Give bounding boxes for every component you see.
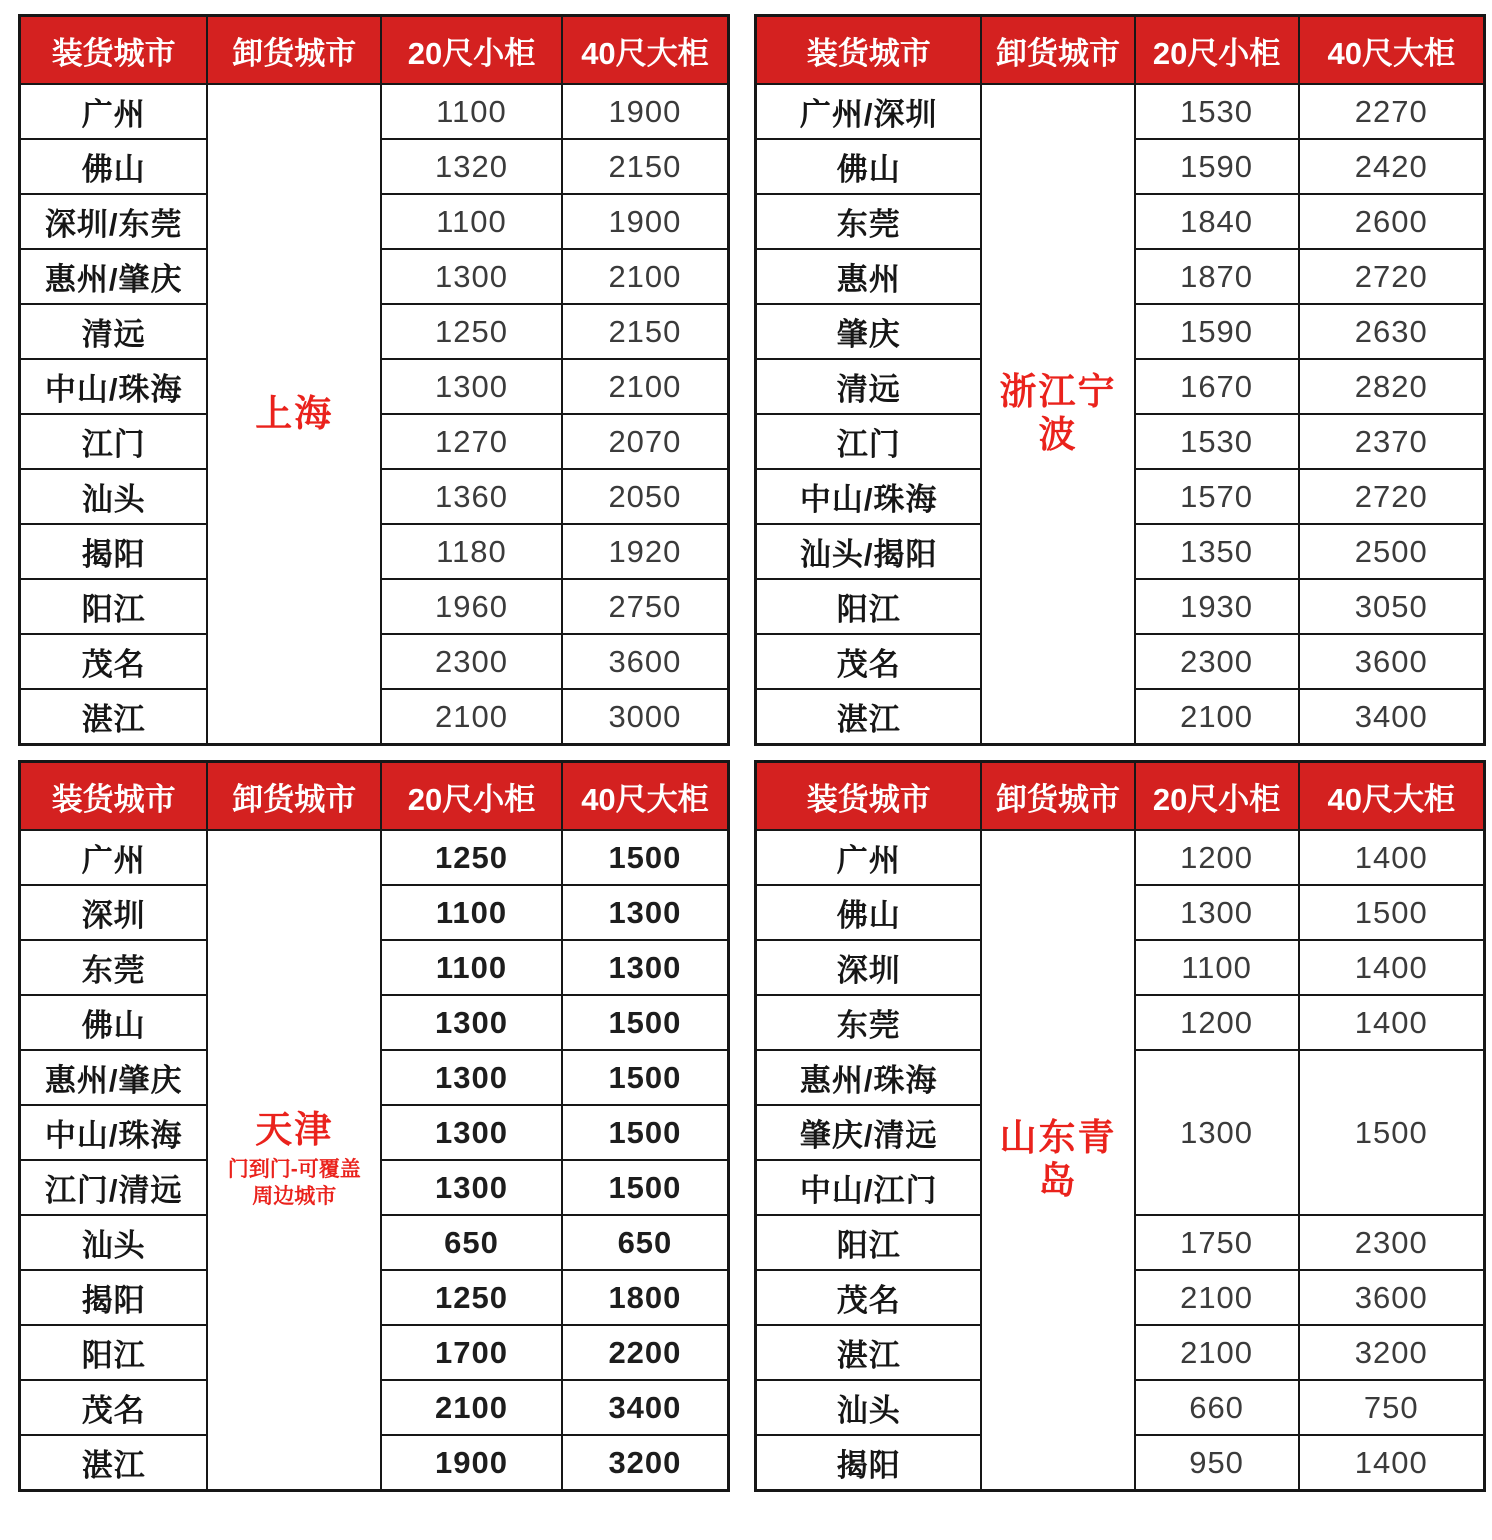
price-40ft-cell: 3050 [1299, 579, 1485, 634]
price-20ft-cell: 1300 [381, 1160, 562, 1215]
price-20ft-cell: 1300 [381, 249, 562, 304]
price-40ft-cell: 2820 [1299, 359, 1485, 414]
column-header-loading-city: 装货城市 [20, 762, 208, 831]
loading-city-cell: 阳江 [20, 579, 208, 634]
loading-city-cell: 肇庆/清远 [756, 1105, 982, 1160]
price-40ft-cell: 2050 [562, 469, 729, 524]
loading-city-cell: 清远 [756, 359, 982, 414]
table-header [756, 16, 1485, 85]
price-20ft-cell: 2100 [1135, 689, 1299, 745]
header-row [756, 16, 1485, 85]
loading-city-cell: 深圳/东莞 [20, 194, 208, 249]
loading-city-cell: 佛山 [756, 139, 982, 194]
price-40ft-cell: 1400 [1299, 940, 1485, 995]
loading-city-cell: 肇庆 [756, 304, 982, 359]
loading-city-cell: 惠州/珠海 [756, 1050, 982, 1105]
loading-city-cell: 湛江 [756, 1325, 982, 1380]
column-header-40ft: 40尺大柜 [562, 762, 729, 831]
table-header [20, 16, 729, 85]
price-20ft-cell: 1250 [381, 304, 562, 359]
loading-city-cell: 东莞 [20, 940, 208, 995]
column-header-20ft: 20尺小柜 [1135, 762, 1299, 831]
price-20ft-cell: 1590 [1135, 304, 1299, 359]
price-40ft-cell: 1400 [1299, 995, 1485, 1050]
loading-city-cell: 东莞 [756, 194, 982, 249]
price-20ft-cell: 1180 [381, 524, 562, 579]
rate-table-tianjin [18, 760, 730, 1492]
column-header-40ft: 40尺大柜 [1299, 16, 1485, 85]
loading-city-cell: 深圳 [20, 885, 208, 940]
column-header-40ft: 40尺大柜 [562, 16, 729, 85]
loading-city-cell: 广州 [20, 830, 208, 885]
price-20ft-cell: 1200 [1135, 830, 1299, 885]
destination-note-line: 周边城市 [252, 1185, 337, 1209]
loading-city-cell: 广州 [756, 830, 982, 885]
price-20ft-cell: 1590 [1135, 139, 1299, 194]
loading-city-cell: 佛山 [756, 885, 982, 940]
column-header-loading-city: 装货城市 [756, 16, 982, 85]
loading-city-cell: 清远 [20, 304, 208, 359]
loading-city-cell: 佛山 [20, 995, 208, 1050]
price-40ft-cell: 3600 [562, 634, 729, 689]
price-40ft-cell: 1900 [562, 84, 729, 139]
rate-table-ningbo [754, 14, 1486, 746]
destination-cell [207, 830, 381, 1491]
price-20ft-cell: 1300 [381, 1050, 562, 1105]
loading-city-cell: 揭阳 [20, 1270, 208, 1325]
price-40ft-cell: 2150 [562, 139, 729, 194]
loading-city-cell: 中山/珠海 [20, 359, 208, 414]
price-20ft-cell: 1320 [381, 139, 562, 194]
tables-grid [18, 14, 1486, 1492]
price-20ft-cell: 2300 [1135, 634, 1299, 689]
price-40ft-cell: 3400 [562, 1380, 729, 1435]
price-20ft-cell: 1250 [381, 1270, 562, 1325]
price-20ft-cell: 1840 [1135, 194, 1299, 249]
rate-table-qingdao [754, 760, 1486, 1492]
price-40ft-cell: 3200 [1299, 1325, 1485, 1380]
loading-city-cell: 广州 [20, 84, 208, 139]
price-20ft-cell: 1300 [1135, 1050, 1299, 1215]
column-header-unloading-city: 卸货城市 [207, 762, 381, 831]
loading-city-cell: 惠州/肇庆 [20, 249, 208, 304]
column-header-unloading-city: 卸货城市 [207, 16, 381, 85]
price-40ft-cell: 1900 [562, 194, 729, 249]
loading-city-cell: 江门 [756, 414, 982, 469]
column-header-loading-city: 装货城市 [756, 762, 982, 831]
price-20ft-cell: 1300 [381, 1105, 562, 1160]
loading-city-cell: 湛江 [20, 689, 208, 745]
price-40ft-cell: 2750 [562, 579, 729, 634]
loading-city-cell: 茂名 [756, 1270, 982, 1325]
loading-city-cell: 茂名 [756, 634, 982, 689]
price-20ft-cell: 950 [1135, 1435, 1299, 1491]
loading-city-cell: 阳江 [756, 1215, 982, 1270]
price-20ft-cell: 660 [1135, 1380, 1299, 1435]
price-40ft-cell: 1500 [562, 995, 729, 1050]
destination-label: 浙江宁波 [999, 371, 1117, 455]
table-header [756, 762, 1485, 831]
price-40ft-cell: 2370 [1299, 414, 1485, 469]
loading-city-cell: 深圳 [756, 940, 982, 995]
price-20ft-cell: 1250 [381, 830, 562, 885]
loading-city-cell: 惠州/肇庆 [20, 1050, 208, 1105]
price-40ft-cell: 1920 [562, 524, 729, 579]
column-header-40ft: 40尺大柜 [1299, 762, 1485, 831]
loading-city-cell: 惠州 [756, 249, 982, 304]
price-20ft-cell: 1900 [381, 1435, 562, 1491]
price-40ft-cell: 2100 [562, 249, 729, 304]
table-row [756, 84, 1485, 139]
destination-note [208, 1156, 380, 1211]
price-40ft-cell: 2500 [1299, 524, 1485, 579]
loading-city-cell: 阳江 [20, 1325, 208, 1380]
price-20ft-cell: 1300 [381, 359, 562, 414]
price-40ft-cell: 1500 [1299, 1050, 1485, 1215]
column-header-20ft: 20尺小柜 [381, 762, 562, 831]
price-20ft-cell: 1300 [1135, 885, 1299, 940]
loading-city-cell: 阳江 [756, 579, 982, 634]
destination-note-line: 门到门-可覆盖 [227, 1157, 361, 1181]
destination-label: 上海 [255, 392, 334, 434]
loading-city-cell: 湛江 [756, 689, 982, 745]
price-20ft-cell: 2300 [381, 634, 562, 689]
price-20ft-cell: 1200 [1135, 995, 1299, 1050]
price-40ft-cell: 3600 [1299, 634, 1485, 689]
price-40ft-cell: 2720 [1299, 469, 1485, 524]
price-40ft-cell: 2270 [1299, 84, 1485, 139]
price-40ft-cell: 2200 [562, 1325, 729, 1380]
loading-city-cell: 佛山 [20, 139, 208, 194]
loading-city-cell: 揭阳 [756, 1435, 982, 1491]
loading-city-cell: 中山/珠海 [756, 469, 982, 524]
price-20ft-cell: 1930 [1135, 579, 1299, 634]
table-body [20, 830, 729, 1491]
header-row [20, 762, 729, 831]
loading-city-cell: 汕头 [20, 1215, 208, 1270]
destination-cell [981, 830, 1134, 1491]
price-20ft-cell: 1270 [381, 414, 562, 469]
loading-city-cell: 江门 [20, 414, 208, 469]
price-40ft-cell: 1300 [562, 885, 729, 940]
price-20ft-cell: 1350 [1135, 524, 1299, 579]
table-body [756, 84, 1485, 745]
loading-city-cell: 中山/江门 [756, 1160, 982, 1215]
price-20ft-cell: 2100 [381, 1380, 562, 1435]
destination-cell [207, 84, 381, 745]
loading-city-cell: 湛江 [20, 1435, 208, 1491]
price-40ft-cell: 1500 [1299, 885, 1485, 940]
price-40ft-cell: 2100 [562, 359, 729, 414]
table-row [756, 830, 1485, 885]
price-20ft-cell: 1100 [381, 885, 562, 940]
price-40ft-cell: 1800 [562, 1270, 729, 1325]
loading-city-cell: 广州/深圳 [756, 84, 982, 139]
price-40ft-cell: 1400 [1299, 1435, 1485, 1491]
destination-cell [981, 84, 1134, 745]
price-20ft-cell: 1960 [381, 579, 562, 634]
header-row [756, 762, 1485, 831]
price-40ft-cell: 2150 [562, 304, 729, 359]
price-20ft-cell: 1360 [381, 469, 562, 524]
price-40ft-cell: 1500 [562, 1050, 729, 1105]
loading-city-cell: 中山/珠海 [20, 1105, 208, 1160]
price-40ft-cell: 2630 [1299, 304, 1485, 359]
table-body [20, 84, 729, 745]
price-20ft-cell: 1100 [381, 940, 562, 995]
destination-label: 天津 [255, 1109, 334, 1151]
price-40ft-cell: 1500 [562, 1160, 729, 1215]
column-header-20ft: 20尺小柜 [1135, 16, 1299, 85]
loading-city-cell: 揭阳 [20, 524, 208, 579]
header-row [20, 16, 729, 85]
price-40ft-cell: 750 [1299, 1380, 1485, 1435]
loading-city-cell: 汕头 [756, 1380, 982, 1435]
table-header [20, 762, 729, 831]
price-40ft-cell: 3600 [1299, 1270, 1485, 1325]
price-20ft-cell: 1570 [1135, 469, 1299, 524]
price-20ft-cell: 2100 [381, 689, 562, 745]
price-40ft-cell: 1500 [562, 830, 729, 885]
price-20ft-cell: 1100 [381, 194, 562, 249]
price-40ft-cell: 1500 [562, 1105, 729, 1160]
price-40ft-cell: 1400 [1299, 830, 1485, 885]
loading-city-cell: 汕头 [20, 469, 208, 524]
price-20ft-cell: 2100 [1135, 1270, 1299, 1325]
price-40ft-cell: 3400 [1299, 689, 1485, 745]
column-header-20ft: 20尺小柜 [381, 16, 562, 85]
price-20ft-cell: 1870 [1135, 249, 1299, 304]
destination-label: 山东青岛 [999, 1117, 1117, 1201]
price-20ft-cell: 1530 [1135, 84, 1299, 139]
price-20ft-cell: 1300 [381, 995, 562, 1050]
price-20ft-cell: 650 [381, 1215, 562, 1270]
loading-city-cell: 茂名 [20, 634, 208, 689]
table-body [756, 830, 1485, 1491]
price-20ft-cell: 1100 [381, 84, 562, 139]
price-20ft-cell: 1700 [381, 1325, 562, 1380]
loading-city-cell: 茂名 [20, 1380, 208, 1435]
loading-city-cell: 汕头/揭阳 [756, 524, 982, 579]
price-40ft-cell: 2720 [1299, 249, 1485, 304]
column-header-unloading-city: 卸货城市 [981, 16, 1134, 85]
price-20ft-cell: 1530 [1135, 414, 1299, 469]
loading-city-cell: 江门/清远 [20, 1160, 208, 1215]
column-header-loading-city: 装货城市 [20, 16, 208, 85]
column-header-unloading-city: 卸货城市 [981, 762, 1134, 831]
table-row [20, 830, 729, 885]
price-20ft-cell: 1100 [1135, 940, 1299, 995]
table-row [20, 84, 729, 139]
price-40ft-cell: 2070 [562, 414, 729, 469]
price-40ft-cell: 1300 [562, 940, 729, 995]
price-40ft-cell: 2300 [1299, 1215, 1485, 1270]
loading-city-cell: 东莞 [756, 995, 982, 1050]
price-40ft-cell: 3000 [562, 689, 729, 745]
rate-table-shanghai [18, 14, 730, 746]
price-40ft-cell: 2600 [1299, 194, 1485, 249]
price-20ft-cell: 1670 [1135, 359, 1299, 414]
price-40ft-cell: 650 [562, 1215, 729, 1270]
price-40ft-cell: 3200 [562, 1435, 729, 1491]
price-40ft-cell: 2420 [1299, 139, 1485, 194]
price-20ft-cell: 1750 [1135, 1215, 1299, 1270]
price-20ft-cell: 2100 [1135, 1325, 1299, 1380]
